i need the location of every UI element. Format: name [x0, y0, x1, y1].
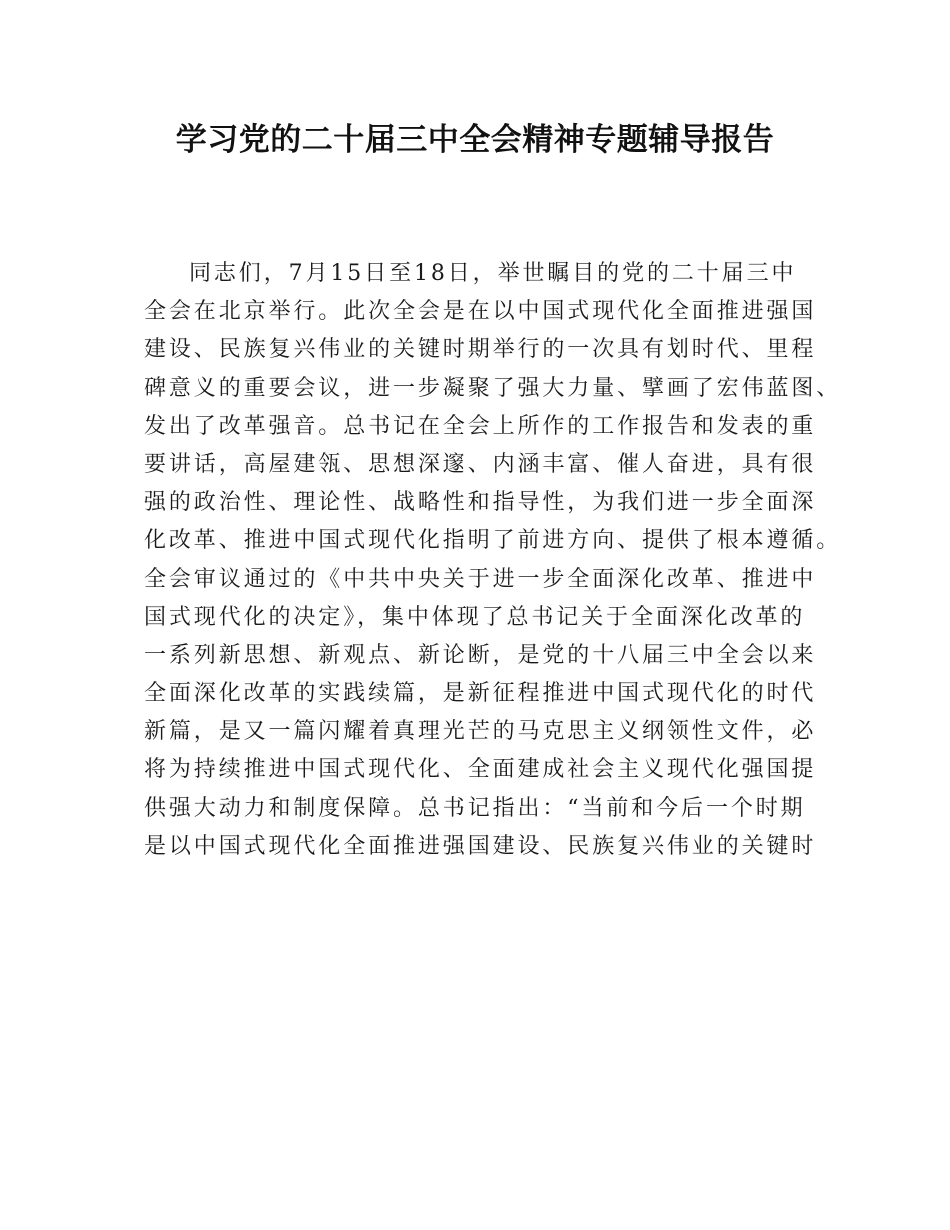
- text-line: 化改革、推进中国式现代化指明了前进方向、提供了根本遵循。: [144, 528, 842, 554]
- text-line: 国式现代化的决定》，集中体现了总书记关于全面深化改革的: [144, 604, 806, 630]
- text-line: 碑意义的重要会议，进一步凝聚了强大力量、擘画了宏伟蓝图、: [144, 375, 842, 401]
- text-line: 建设、民族复兴伟业的关键时期举行的一次具有划时代、里程: [144, 337, 817, 363]
- text-line: 全会在北京举行。此次全会是在以中国式现代化全面推进强国: [144, 299, 817, 325]
- text-line: 全会审议通过的《中共中央关于进一步全面深化改革、推进中: [144, 566, 817, 592]
- text-line: 同志们，7月15日至18日，举世瞩目的党的二十届三中: [189, 261, 797, 286]
- text-line: 要讲话，高屋建瓴、思想深邃、内涵丰富、催人奋进，具有很: [144, 451, 817, 477]
- text-line: 供强大动力和制度保障。总书记指出：“当前和今后一个时期: [144, 795, 806, 821]
- text-line: 一系列新思想、新观点、新论断，是党的十八届三中全会以来: [144, 642, 817, 668]
- body-paragraph: [144, 255, 842, 866]
- document-title: 学习党的二十届三中全会精神专题辅导报告: [175, 122, 775, 158]
- text-line: 发出了改革强音。总书记在全会上所作的工作报告和发表的重: [144, 413, 817, 439]
- text-line: 新篇，是又一篇闪耀着真理光芒的马克思主义纲领性文件，必: [144, 719, 817, 745]
- text-line: 是以中国式现代化全面推进强国建设、民族复兴伟业的关键时: [144, 833, 817, 859]
- text-line: 全面深化改革的实践续篇，是新征程推进中国式现代化的时代: [144, 681, 817, 707]
- text-line: 将为持续推进中国式现代化、全面建成社会主义现代化强国提: [144, 757, 817, 783]
- text-line: 强的政治性、理论性、战略性和指导性，为我们进一步全面深: [144, 490, 817, 516]
